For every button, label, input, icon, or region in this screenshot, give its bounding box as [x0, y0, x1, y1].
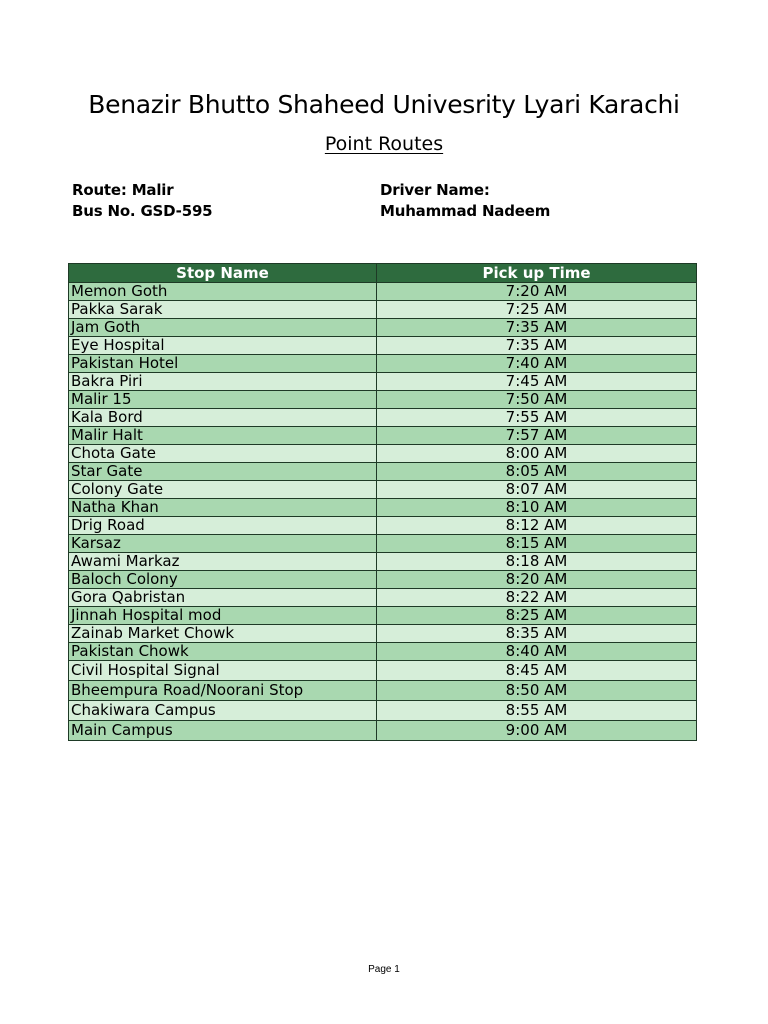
pickup-time: 8:45 AM	[377, 661, 697, 681]
stop-name: Malir Halt	[69, 427, 377, 445]
pickup-time: 8:25 AM	[377, 607, 697, 625]
column-header-pickup-time: Pick up Time	[377, 264, 697, 283]
stop-name: Memon Goth	[69, 283, 377, 301]
pickup-time: 7:45 AM	[377, 373, 697, 391]
stop-name: Kala Bord	[69, 409, 377, 427]
driver-label: Driver Name:	[380, 181, 490, 199]
table-row	[69, 481, 697, 499]
table-row	[69, 499, 697, 517]
table-row	[69, 661, 697, 681]
stop-name: Chakiwara Campus	[69, 701, 377, 721]
stop-name: Main Campus	[69, 721, 377, 741]
pickup-time: 8:07 AM	[377, 481, 697, 499]
table-row	[69, 553, 697, 571]
stop-name: Karsaz	[69, 535, 377, 553]
pickup-time: 8:05 AM	[377, 463, 697, 481]
stop-name: Jinnah Hospital mod	[69, 607, 377, 625]
table-row	[69, 301, 697, 319]
pickup-time: 7:20 AM	[377, 283, 697, 301]
document-title: Benazir Bhutto Shaheed Univesrity Lyari Karachi	[88, 90, 680, 119]
pickup-time: 8:35 AM	[377, 625, 697, 643]
stop-name: Eye Hospital	[69, 337, 377, 355]
table-row	[69, 427, 697, 445]
table-row	[69, 589, 697, 607]
pickup-time: 8:40 AM	[377, 643, 697, 661]
pickup-time: 7:50 AM	[377, 391, 697, 409]
table-row	[69, 701, 697, 721]
table-row	[69, 337, 697, 355]
table-header-row	[69, 264, 697, 283]
table-row	[69, 721, 697, 741]
stop-name: Pakistan Chowk	[69, 643, 377, 661]
pickup-time: 8:10 AM	[377, 499, 697, 517]
table-row	[69, 681, 697, 701]
pickup-time: 7:57 AM	[377, 427, 697, 445]
pickup-time: 8:12 AM	[377, 517, 697, 535]
table-row	[69, 535, 697, 553]
driver-name: Muhammad Nadeem	[380, 202, 551, 220]
table-row	[69, 463, 697, 481]
table-row	[69, 625, 697, 643]
stop-name: Zainab Market Chowk	[69, 625, 377, 643]
table-row	[69, 643, 697, 661]
pickup-time: 7:35 AM	[377, 337, 697, 355]
table-row	[69, 445, 697, 463]
stop-name: Bakra Piri	[69, 373, 377, 391]
pickup-time: 8:55 AM	[377, 701, 697, 721]
stop-name: Pakka Sarak	[69, 301, 377, 319]
route-table	[68, 263, 697, 741]
pickup-time: 8:50 AM	[377, 681, 697, 701]
column-header-stop-name: Stop Name	[69, 264, 377, 283]
table-row	[69, 409, 697, 427]
table-row	[69, 391, 697, 409]
pickup-time: 8:00 AM	[377, 445, 697, 463]
pickup-time: 8:15 AM	[377, 535, 697, 553]
bus-number: Bus No. GSD-595	[72, 202, 213, 220]
stop-name: Malir 15	[69, 391, 377, 409]
table-row	[69, 319, 697, 337]
stop-name: Pakistan Hotel	[69, 355, 377, 373]
stop-name: Drig Road	[69, 517, 377, 535]
pickup-time: 7:40 AM	[377, 355, 697, 373]
table-row	[69, 607, 697, 625]
table-row	[69, 355, 697, 373]
pickup-time: 8:22 AM	[377, 589, 697, 607]
table-row	[69, 373, 697, 391]
driver-info	[380, 180, 550, 222]
stop-name: Natha Khan	[69, 499, 377, 517]
pickup-time: 7:35 AM	[377, 319, 697, 337]
stop-name: Bheempura Road/Noorani Stop	[69, 681, 377, 701]
pickup-time: 8:20 AM	[377, 571, 697, 589]
stop-name: Baloch Colony	[69, 571, 377, 589]
pickup-time: 7:25 AM	[377, 301, 697, 319]
stop-name: Civil Hospital Signal	[69, 661, 377, 681]
stop-name: Chota Gate	[69, 445, 377, 463]
stop-name: Awami Markaz	[69, 553, 377, 571]
document-subtitle: Point Routes	[324, 133, 444, 155]
stop-name: Jam Goth	[69, 319, 377, 337]
stop-name: Colony Gate	[69, 481, 377, 499]
pickup-time: 8:18 AM	[377, 553, 697, 571]
route-label: Route: Malir	[72, 181, 174, 199]
stop-name: Star Gate	[69, 463, 377, 481]
pickup-time: 7:55 AM	[377, 409, 697, 427]
stop-name: Gora Qabristan	[69, 589, 377, 607]
table-row	[69, 571, 697, 589]
page-number: Page 1	[368, 964, 400, 975]
table-row	[69, 517, 697, 535]
pickup-time: 9:00 AM	[377, 721, 697, 741]
route-info	[72, 180, 212, 222]
table-row	[69, 283, 697, 301]
